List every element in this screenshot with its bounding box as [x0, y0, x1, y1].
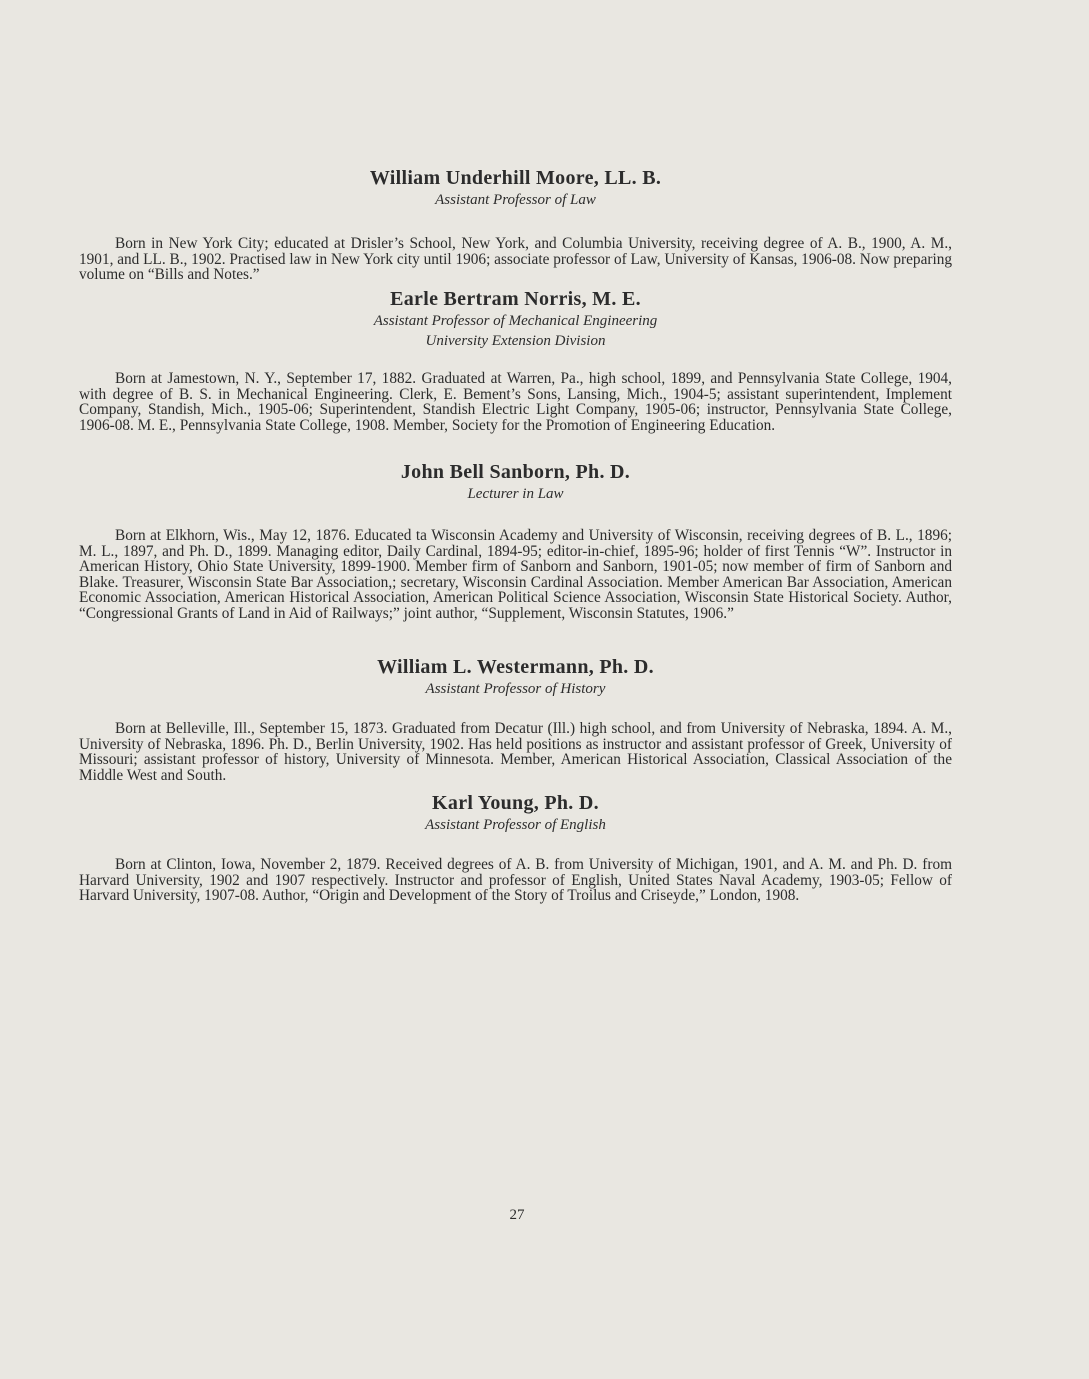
faculty-title: Assistant Professor of Mechanical Engineering: [373, 313, 658, 329]
faculty-title: Lecturer in Law: [467, 486, 564, 502]
faculty-entry-moore: [79, 166, 952, 283]
faculty-name: Earle Bertram Norris, M. E.: [390, 288, 641, 310]
faculty-bio: Born at Jamestown, N. Y., September 17, 1882. Graduated at Warren, Pa., high school, 1899, and Pennsylvania State College, 1904, with degree of B. S. in Mechanical Engineering. Clerk, E. Bement’s Sons, Lansing, Mich., 1904-5; assistant superintendent, Implement Company, Standish, Mich., 1905-06; Superintendent, Standish Electric Light Company, 1905-06; instructor, Pennsylvania State College, 1906-08. M. E., Pennsylvania State College, 1908. Member, Society for the Promotion of Engineering Education.: [79, 370, 952, 434]
page-number: 27: [509, 1207, 525, 1223]
faculty-bio: Born in New York City; educated at Drisler’s School, New York, and Columbia University, receiving degree of A. B., 1900, A. M., 1901, and LL. B., 1902. Practised law in New York city until 1906; associate professor of Law, University of Kansas, 1906-08. Now preparing volume on “Bills and Notes.”: [79, 235, 952, 284]
faculty-name: Karl Young, Ph. D.: [432, 792, 599, 814]
faculty-entry-westermann: [79, 655, 952, 783]
faculty-division: University Extension Division: [425, 333, 606, 349]
faculty-title: Assistant Professor of Law: [435, 192, 596, 208]
faculty-name: John Bell Sanborn, Ph. D.: [400, 461, 631, 483]
faculty-bio: Born at Belleville, Ill., September 15, 1873. Graduated from Decatur (Ill.) high school, and from University of Nebraska, 1894. A. M., University of Nebraska, 1896. Ph. D., Berlin University, 1902. Has held positions as instructor and assistant professor of Greek, University of Missouri; assistant professor of history, University of Minnesota. Member, American Historical Association, Classical Association of the Middle West and South.: [79, 720, 952, 784]
faculty-title: Assistant Professor of English: [425, 817, 606, 833]
faculty-entry-sanborn: [79, 460, 952, 622]
faculty-bio: Born at Clinton, Iowa, November 2, 1879. Received degrees of A. B. from University of Michigan, 1901, and A. M. and Ph. D. from Harvard University, 1902 and 1907 respectively. Instructor and professor of English, United States Naval Academy, 1903-05; Fellow of Harvard University, 1907-08. Author, “Origin and Development of the Story of Troilus and Criseyde,” London, 1908.: [79, 856, 952, 905]
faculty-entry-young: [79, 791, 952, 904]
faculty-title: Assistant Professor of History: [425, 681, 606, 697]
faculty-name: William L. Westermann, Ph. D.: [377, 656, 654, 678]
faculty-bio: Born at Elkhorn, Wis., May 12, 1876. Educated ta Wisconsin Academy and University of Wisconsin, receiving degrees of B. L., 1896; M. L., 1897, and Ph. D., 1899. Managing editor, Daily Cardinal, 1894-95; editor-in-chief, 1895-96; holder of first Tennis “W”. Instructor in American History, Ohio State University, 1899-1900. Member firm of Sanborn and Sanborn, 1901-05; now member of firm of Sanborn and Blake. Treasurer, Wisconsin State Bar Association,; secretary, Wisconsin Cardinal Association. Member American Bar Association, American Economic Association, American Historical Association, American Political Science Association, Wisconsin State Historical Society. Author, “Congressional Grants of Land in Aid of Railways;” joint author, “Supplement, Wisconsin Statutes, 1906.”: [79, 527, 952, 622]
faculty-name: William Underhill Moore, LL. B.: [369, 167, 662, 189]
faculty-entry-norris: [79, 287, 952, 433]
